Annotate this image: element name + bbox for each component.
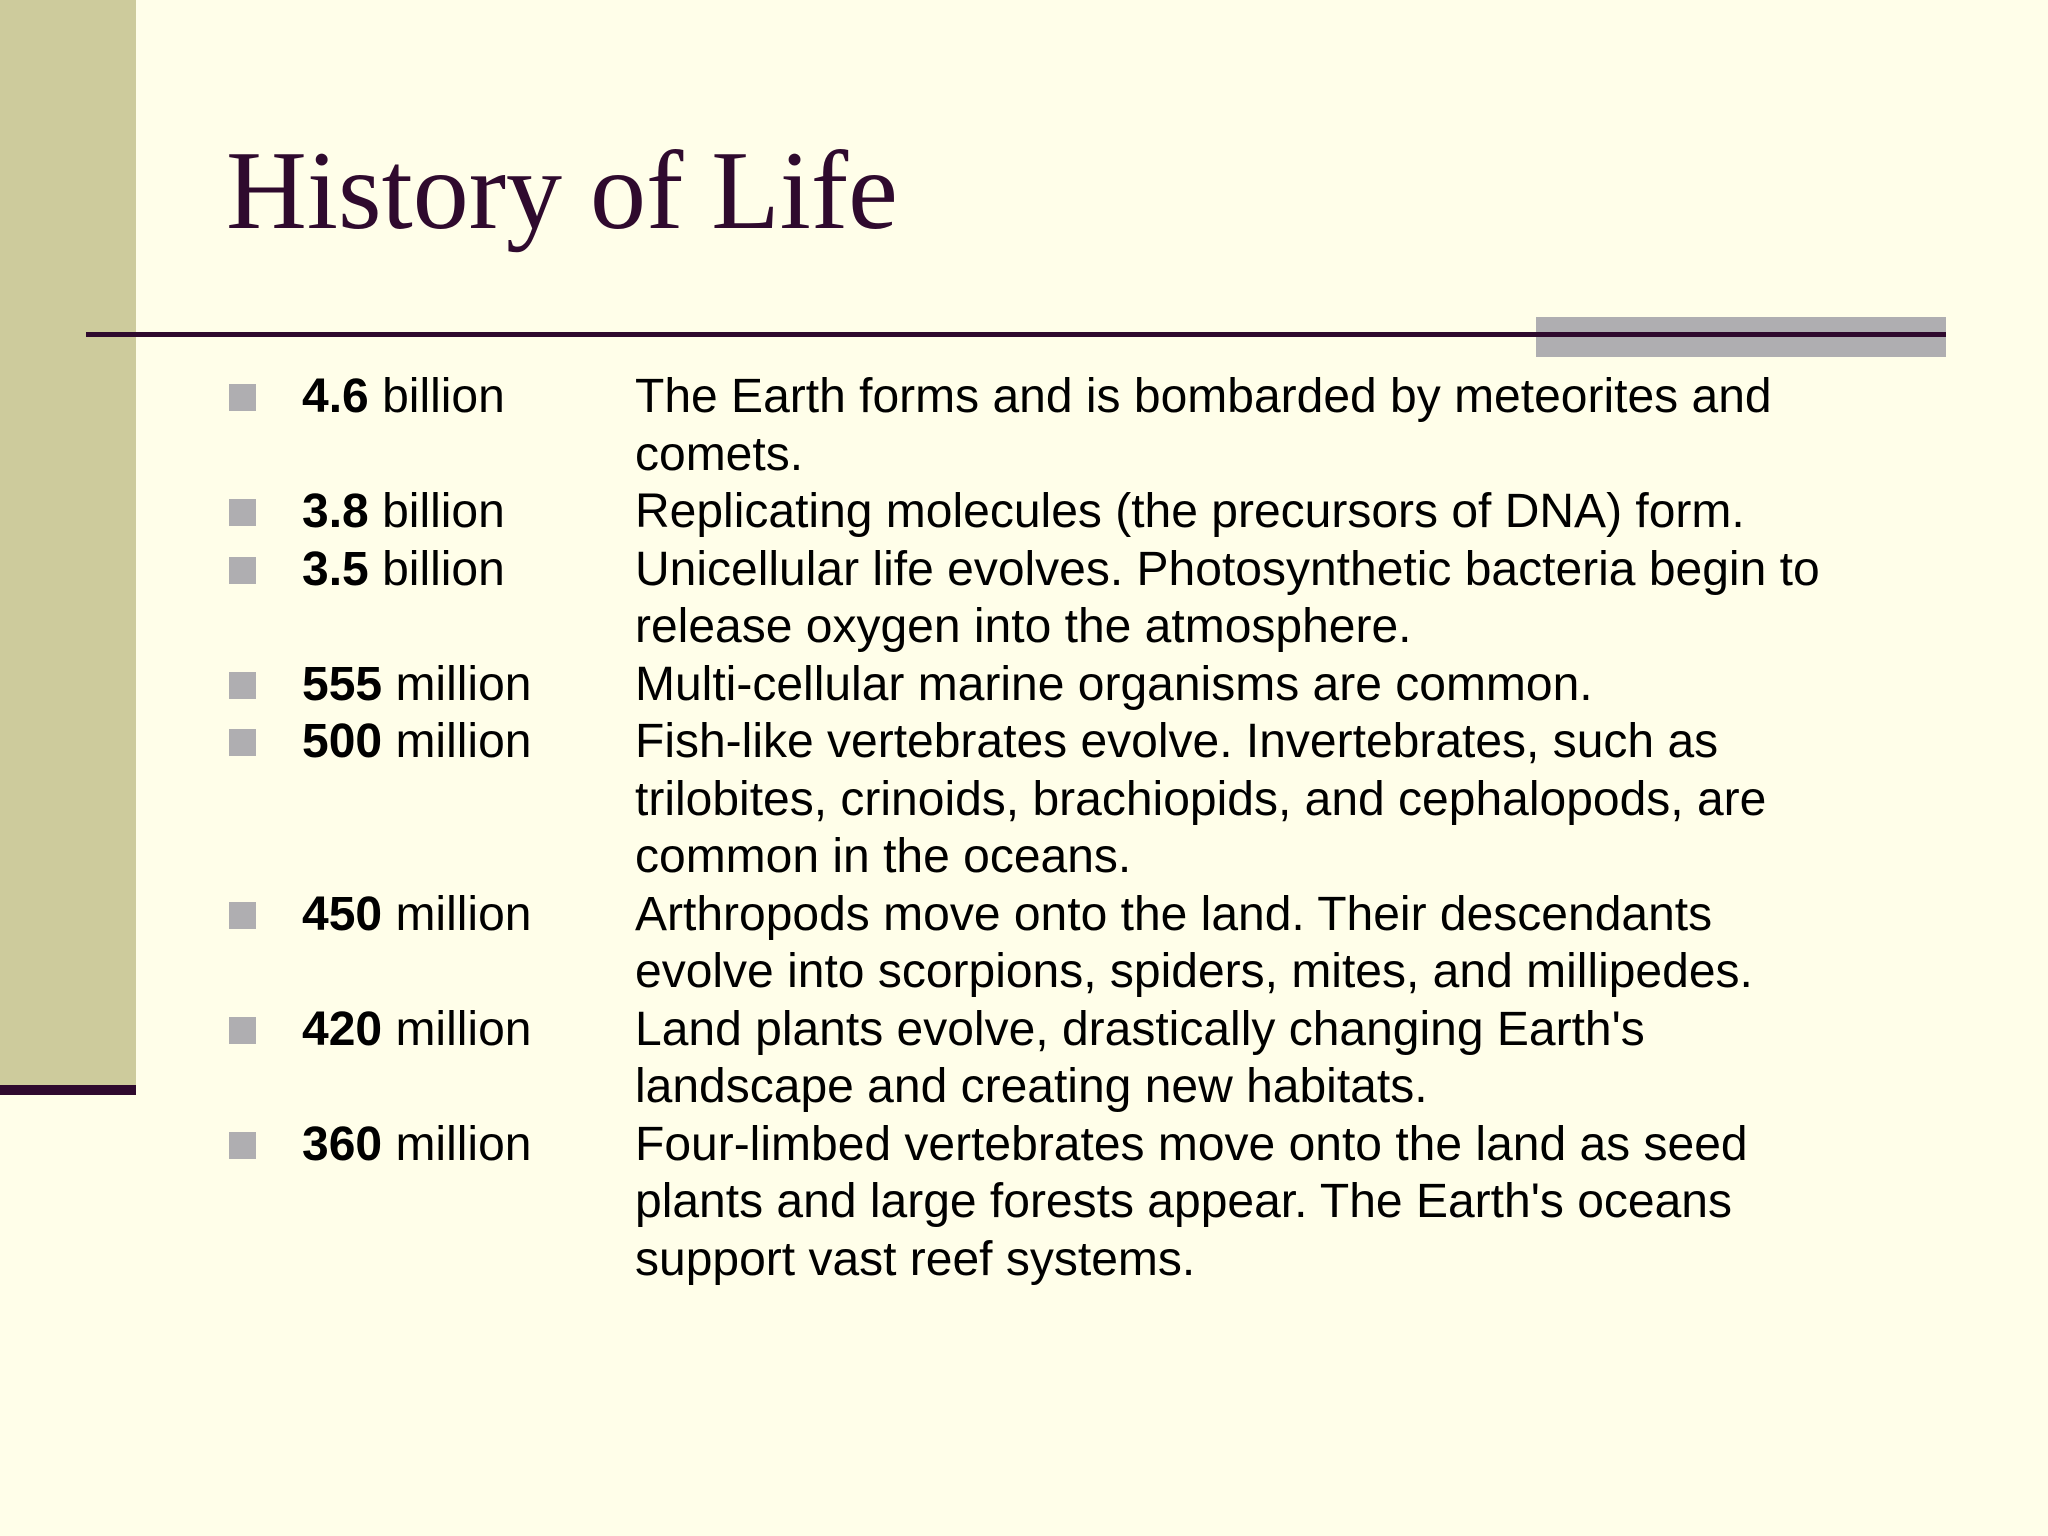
square-bullet-icon	[229, 729, 256, 756]
description-line: plants and large forests appear. The Earth's oceans	[635, 1175, 1732, 1228]
title-accent-bar	[1536, 317, 1946, 357]
timeline-entry	[0, 656, 1935, 714]
time-value: 450	[302, 887, 383, 941]
description-line: Replicating molecules (the precursors of DNA) form.	[635, 485, 1745, 538]
time-label	[302, 1116, 531, 1174]
time-unit: million	[395, 887, 532, 941]
time-unit: million	[395, 657, 532, 711]
description-line: Four-limbed vertebrates move onto the land as seed	[635, 1117, 1748, 1171]
time-unit: billion	[382, 370, 505, 423]
square-bullet-icon	[229, 1017, 256, 1044]
time-value: 3.8	[302, 485, 369, 538]
event-description	[635, 1001, 1935, 1116]
timeline-list	[0, 368, 1935, 1288]
time-unit: million	[395, 715, 532, 768]
timeline-entry	[0, 541, 1935, 656]
time-value: 420	[302, 1002, 383, 1056]
description-line: Unicellular life evolves. Photosynthetic bacteria begin to	[635, 542, 1820, 596]
description-line: evolve into scorpions, spiders, mites, and millipedes.	[635, 945, 1753, 998]
time-value: 555	[302, 657, 383, 711]
description-line: landscape and creating new habitats.	[635, 1060, 1428, 1113]
time-unit: billion	[382, 485, 505, 538]
timeline-entry	[0, 483, 1935, 541]
time-label	[302, 368, 505, 426]
time-label	[302, 886, 531, 944]
event-description	[635, 656, 1935, 714]
time-unit: million	[395, 1117, 532, 1171]
description-line: Land plants evolve, drastically changing Earth's	[635, 1002, 1645, 1056]
square-bullet-icon	[229, 384, 256, 411]
timeline-entry	[0, 368, 1935, 483]
timeline-entry	[0, 1001, 1935, 1116]
square-bullet-icon	[229, 902, 256, 929]
slide-title: History of Life	[226, 129, 898, 253]
event-description	[635, 886, 1935, 1001]
time-unit: billion	[382, 542, 505, 596]
time-value: 500	[302, 715, 383, 768]
event-description	[635, 368, 1935, 483]
square-bullet-icon	[229, 672, 256, 699]
event-description	[635, 1116, 1935, 1289]
time-label	[302, 1001, 531, 1059]
square-bullet-icon	[229, 557, 256, 584]
description-line: Fish-like vertebrates evolve. Invertebrates, such as	[635, 715, 1719, 768]
title-divider	[86, 332, 1946, 337]
description-line: common in the oceans.	[635, 830, 1132, 883]
time-label	[302, 713, 531, 771]
square-bullet-icon	[229, 499, 256, 526]
description-line: Arthropods move onto the land. Their descendants	[635, 887, 1713, 941]
time-label	[302, 656, 531, 714]
description-line: support vast reef systems.	[635, 1232, 1196, 1286]
time-label	[302, 483, 505, 541]
event-description	[635, 483, 1935, 541]
event-description	[635, 713, 1935, 886]
time-unit: million	[395, 1002, 532, 1056]
description-line: Multi-cellular marine organisms are common.	[635, 657, 1593, 711]
description-line: trilobites, crinoids, brachiopids, and cephalopods, are	[635, 772, 1767, 826]
timeline-entry	[0, 886, 1935, 1001]
timeline-entry	[0, 713, 1935, 886]
time-value: 4.6	[302, 370, 369, 423]
time-label	[302, 541, 505, 599]
description-line: release oxygen into the atmosphere.	[635, 600, 1412, 653]
description-line: comets.	[635, 427, 804, 481]
event-description	[635, 541, 1935, 656]
square-bullet-icon	[229, 1132, 256, 1159]
description-line: The Earth forms and is bombarded by meteorites and	[635, 370, 1772, 423]
time-value: 3.5	[302, 542, 369, 596]
time-value: 360	[302, 1117, 383, 1171]
timeline-entry	[0, 1116, 1935, 1289]
